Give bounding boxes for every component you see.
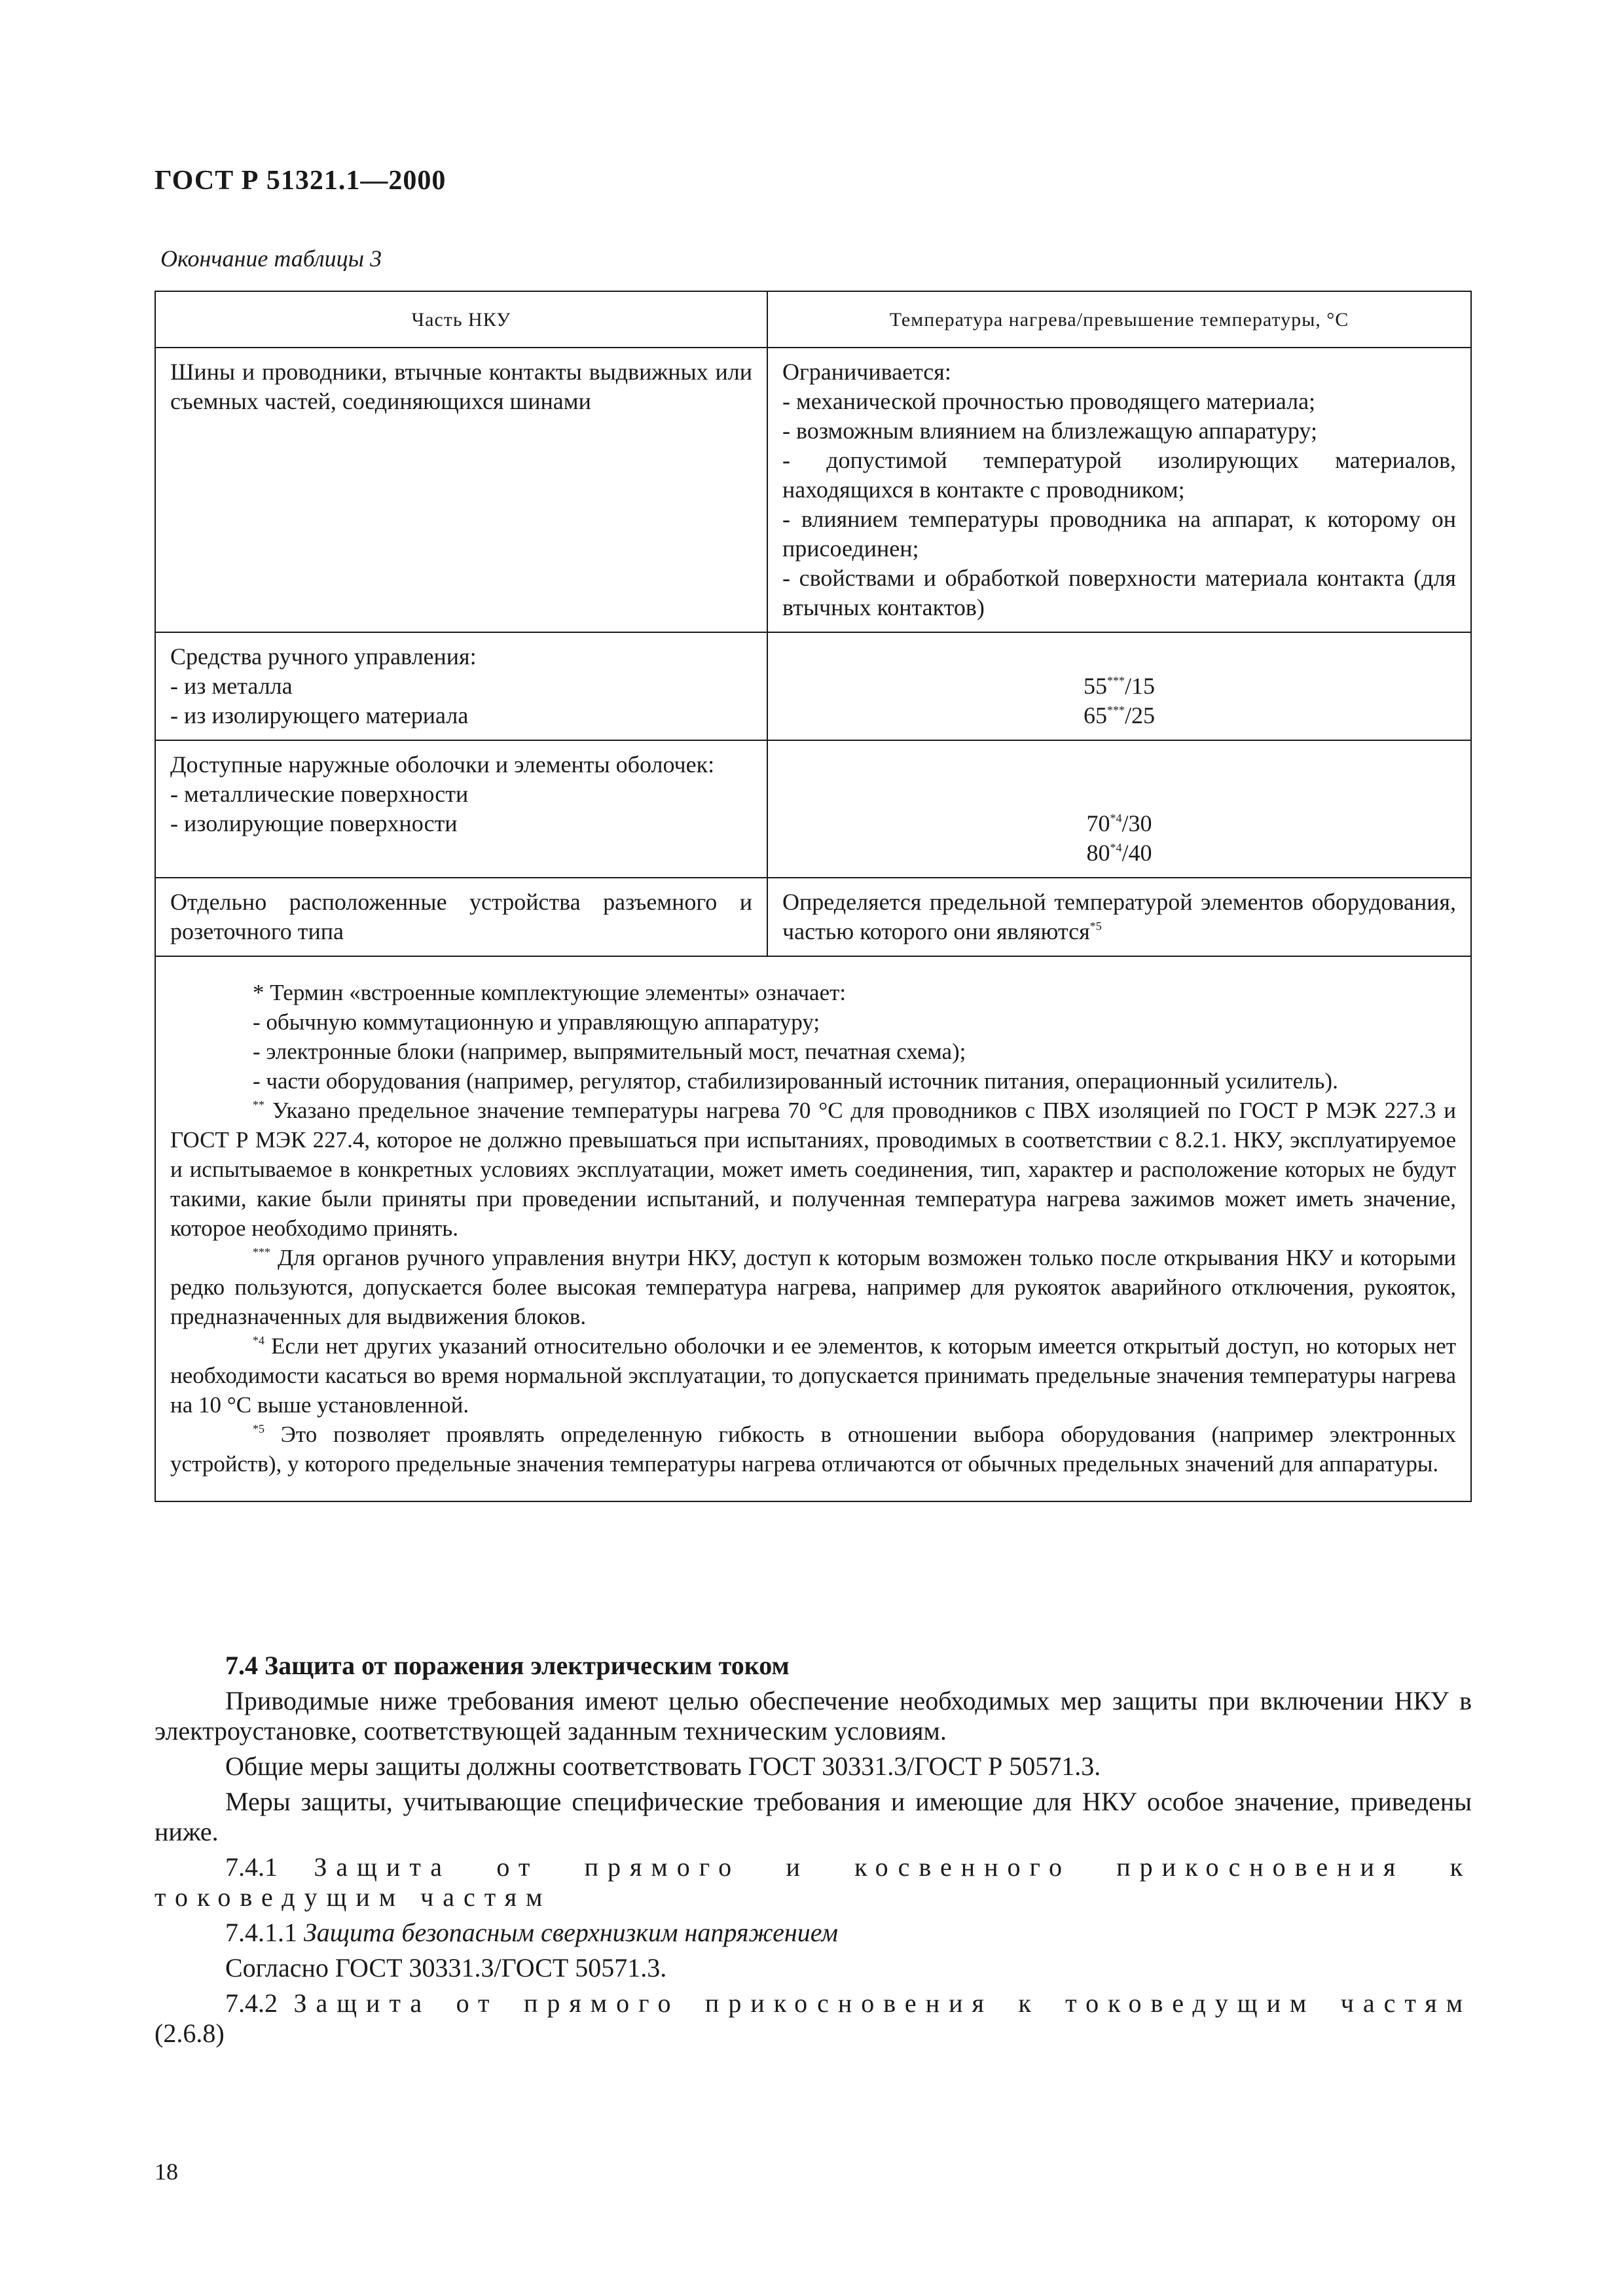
part-item: - изолирующие поверхности bbox=[170, 810, 458, 836]
line: - свойствами и обработкой поверхности материала контакта (для втычных контактов) bbox=[782, 565, 1456, 620]
row-temperature-text: Определяется предельной температурой элементов оборудования, частью которого они являются$^{*5}$ bbox=[767, 878, 1471, 956]
table-row bbox=[155, 632, 1471, 740]
note-1-line: - части оборудования (например, регулятор, стабилизированный источник питания, операционный усилитель). bbox=[253, 1068, 1338, 1094]
part-item: - из изолирующего материала bbox=[170, 702, 469, 728]
row-part-label: Шины и проводники, втычные контакты выдвижных или съемных частей, соединяющихся шинами bbox=[155, 348, 767, 632]
subsection-7-4-1: 7.4.1 Защита от прямого и косвенного прикосновения к токоведущим частям bbox=[155, 1852, 1472, 1912]
line: - возможным влиянием на близлежащую аппаратуру; bbox=[782, 418, 1317, 444]
table-row bbox=[155, 348, 1471, 632]
note-5: $^{*5}$ Это позволяет проявлять определенную гибкость в отношении выбора оборудования (например электронных устройств), у которого предельные значения температуры нагрева отличаются от обычных предельных значений для аппаратуры. bbox=[170, 1422, 1456, 1477]
column-header-temperature: Температура нагрева/превышение температуры, °С bbox=[767, 291, 1471, 348]
row-part-label bbox=[155, 740, 767, 878]
line: - допустимой температурой изолирующих материалов, находящихся в контакте с проводником; bbox=[782, 447, 1456, 503]
temperature-table bbox=[155, 291, 1472, 1502]
temperature-value: 80$^{*4}$/40 bbox=[1086, 840, 1152, 866]
temperature-value: 70$^{*4}$/30 bbox=[1086, 810, 1152, 836]
note-1-line: - электронные блоки (например, выпрямительный мост, печатная схема); bbox=[253, 1039, 966, 1064]
row-temperature-text bbox=[767, 348, 1471, 632]
line: - механической прочностью проводящего материала; bbox=[782, 388, 1316, 414]
table-caption: Окончание таблицы 3 bbox=[160, 245, 382, 272]
part-title: Доступные наружные оболочки и элементы оболочек: bbox=[170, 751, 715, 778]
section-title: 7.4 Защита от поражения электрическим током bbox=[225, 1651, 790, 1680]
page-number: 18 bbox=[155, 2159, 178, 2185]
note-2: ** Указано предельное значение температуры нагрева 70 °С для проводников с ПВХ изоляцией по ГОСТ Р МЭК 227.3 и ГОСТ Р МЭК 227.4, которое не должно превышаться при испытаниях, проводимых в соответствии с 8.2.1. НКУ, эксплуатируемое и испытываемое в конкретных условиях эксплуатации, может иметь соединения, тип, характер и расположение которых не будут такими, какие были приняты при проведении испытаний, и полученная температура нагрева зажимов может иметь значение, которое необходимо принять. bbox=[170, 1098, 1457, 1241]
table-row bbox=[155, 740, 1471, 878]
column-header-part: Часть НКУ bbox=[155, 291, 767, 348]
temperature-value: 55***/15 bbox=[1083, 673, 1155, 699]
paragraph: Приводимые ниже требования имеют целью обеспечение необходимых мер защиты при включении НКУ в электроустановке, соответствующей заданным техническим условиям. bbox=[155, 1686, 1472, 1746]
row-part-label bbox=[155, 632, 767, 740]
row-part-label: Отдельно расположенные устройства разъемного и розеточного типа bbox=[155, 878, 767, 956]
table-row bbox=[155, 878, 1471, 956]
document-code: ГОСТ Р 51321.1—2000 bbox=[155, 166, 447, 196]
note-1-line: - обычную коммутационную и управляющую аппаратуру; bbox=[253, 1009, 820, 1035]
row-temperature-values bbox=[767, 740, 1471, 878]
part-item: - металлические поверхности bbox=[170, 781, 469, 807]
part-item: - из металла bbox=[170, 673, 293, 699]
table-header-row bbox=[155, 291, 1471, 348]
note-1-line: * Термин «встроенные комплектующие элементы» означает: bbox=[253, 980, 847, 1005]
row-temperature-values bbox=[767, 632, 1471, 740]
temperature-value: 65***/25 bbox=[1083, 702, 1155, 728]
subsection-7-4-1-1: 7.4.1.1 Защита безопасным сверхнизким напряжением bbox=[225, 1918, 838, 1947]
part-title: Средства ручного управления: bbox=[170, 643, 477, 670]
note-3: *** Для органов ручного управления внутри НКУ, доступ к которым возможен только после открывания НКУ и которыми редко пользуются, допускается более высокая температура нагрева, например для рукояток аварийного отключения, рукояток, предназначенных для выдвижения блоков. bbox=[170, 1245, 1457, 1329]
line: - влиянием температуры проводника на аппарат, к которому он присоединен; bbox=[782, 506, 1456, 562]
paragraph: Общие меры защиты должны соответствовать ГОСТ 30331.3/ГОСТ Р 50571.3. bbox=[225, 1751, 1101, 1781]
paragraph: Меры защиты, учитывающие специфические требования и имеющие для НКУ особое значение, приведены ниже. bbox=[155, 1787, 1472, 1846]
line: Ограничивается: bbox=[782, 359, 951, 385]
body-text bbox=[155, 1651, 1472, 2054]
note-4: $^{*4}$ Если нет других указаний относительно оболочки и ее элементов, к которым имеется открытый доступ, но которых нет необходимости касаться во время нормальной эксплуатации, то допускается принимать предельные значения температуры нагрева на 10 °С выше установленной. bbox=[170, 1333, 1456, 1418]
table-notes bbox=[155, 956, 1471, 1501]
paragraph: Согласно ГОСТ 30331.3/ГОСТ 50571.3. bbox=[225, 1953, 667, 1982]
table-notes-row bbox=[155, 956, 1471, 1501]
subsection-7-4-2: 7.4.2 Защита от прямого прикосновения к токоведущим частям (2.6.8) bbox=[155, 1988, 1472, 2048]
